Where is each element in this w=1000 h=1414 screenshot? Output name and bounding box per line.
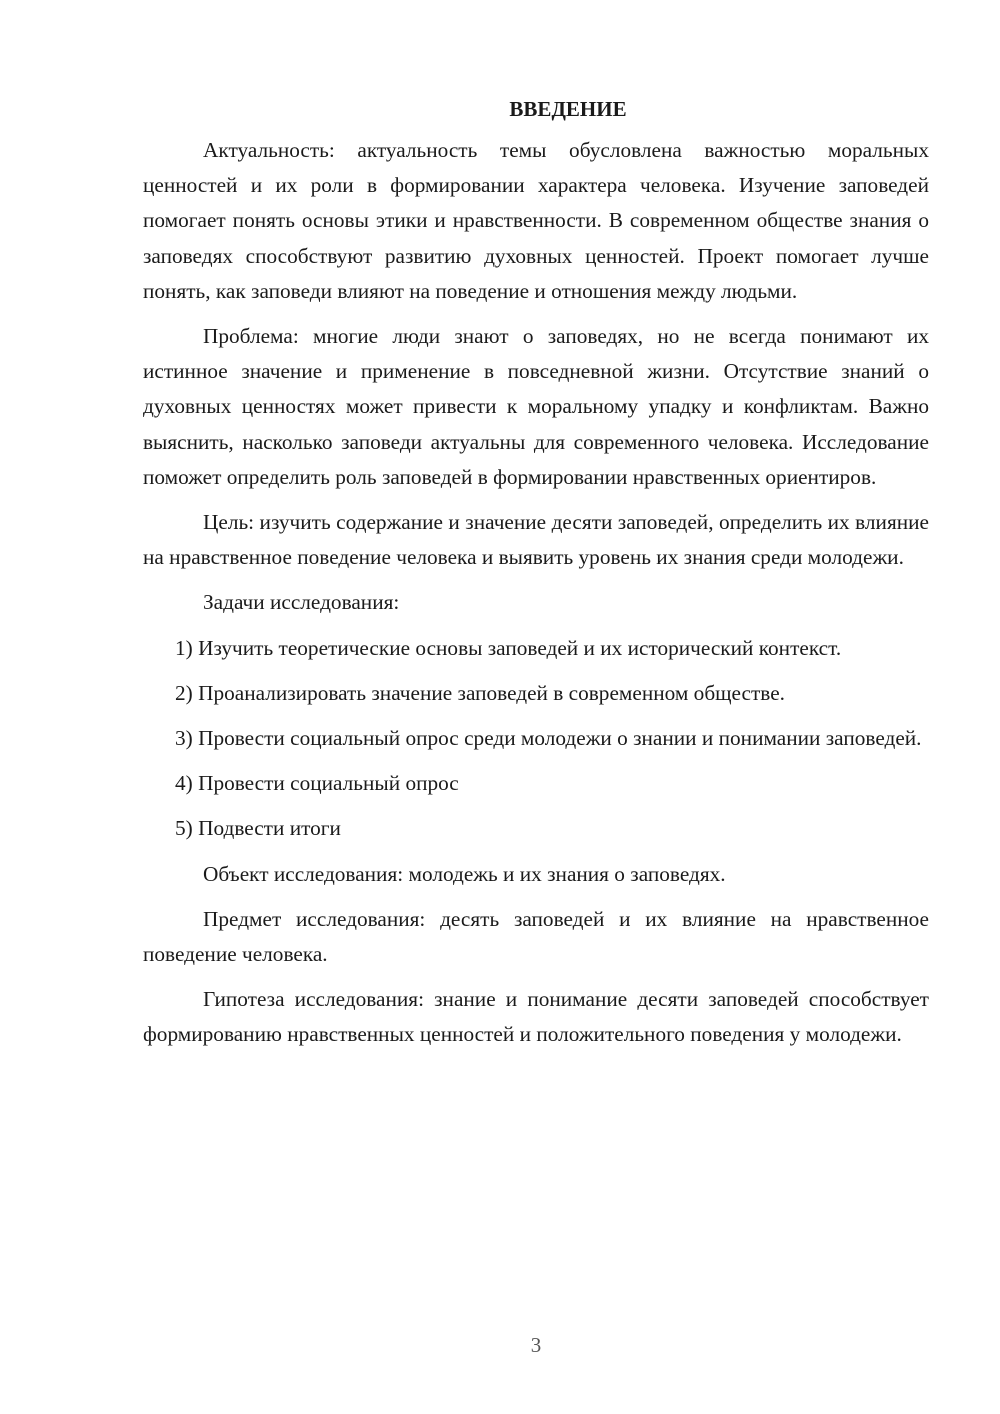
relevance-paragraph: Актуальность: актуальность темы обусловлена важностью моральных ценностей и их роли в формировании характера человека. Изучение заповедей помогает понять основы этики и нравственности. В современном обществе знания о заповедях способствуют развитию духовных ценностей. Проект помогает лучше понять, как заповеди влияют на поведение и отношения между людьми. bbox=[143, 138, 929, 303]
subject-paragraph: Предмет исследования: десять заповедей и их влияние на нравственное поведение человека. bbox=[143, 906, 929, 967]
document-page bbox=[143, 92, 929, 1063]
hypothesis-paragraph: Гипотеза исследования: знание и понимание десяти заповедей способствует формированию нравственных ценностей и положительного поведения у молодежи. bbox=[143, 987, 929, 1047]
object-paragraph: Объект исследования: молодежь и их знания о заповедях. bbox=[203, 861, 726, 886]
problem-paragraph: Проблема: многие люди знают о заповедях, но не всегда понимают их истинное значение и применение в повседневной жизни. Отсутствие знаний о духовных ценностях может привести к моральному упадку и конфликтам. Важно выяснить, насколько заповеди актуальны для современного человека. Исследование поможет определить роль заповедей в формировании нравственных ориентиров. bbox=[143, 324, 929, 489]
goal-paragraph: Цель: изучить содержание и значение десяти заповедей, определить их влияние на нравственное поведение человека и выявить уровень их знания среди молодежи. bbox=[143, 510, 929, 570]
task-item-3: 3) Провести социальный опрос среди молодежи о знании и понимании заповедей. bbox=[175, 726, 922, 751]
tasks-heading: Задачи исследования: bbox=[203, 590, 400, 615]
task-item-2: 2) Проанализировать значение заповедей в современном обществе. bbox=[175, 680, 786, 705]
page-number: 3 bbox=[530, 1333, 542, 1357]
task-item-5: 5) Подвести итоги bbox=[175, 816, 341, 841]
section-title: ВВЕДЕНИЕ bbox=[509, 97, 627, 121]
task-item-4: 4) Провести социальный опрос bbox=[175, 771, 459, 796]
task-item-1: 1) Изучить теоретические основы заповедей и их исторический контекст. bbox=[175, 635, 842, 660]
